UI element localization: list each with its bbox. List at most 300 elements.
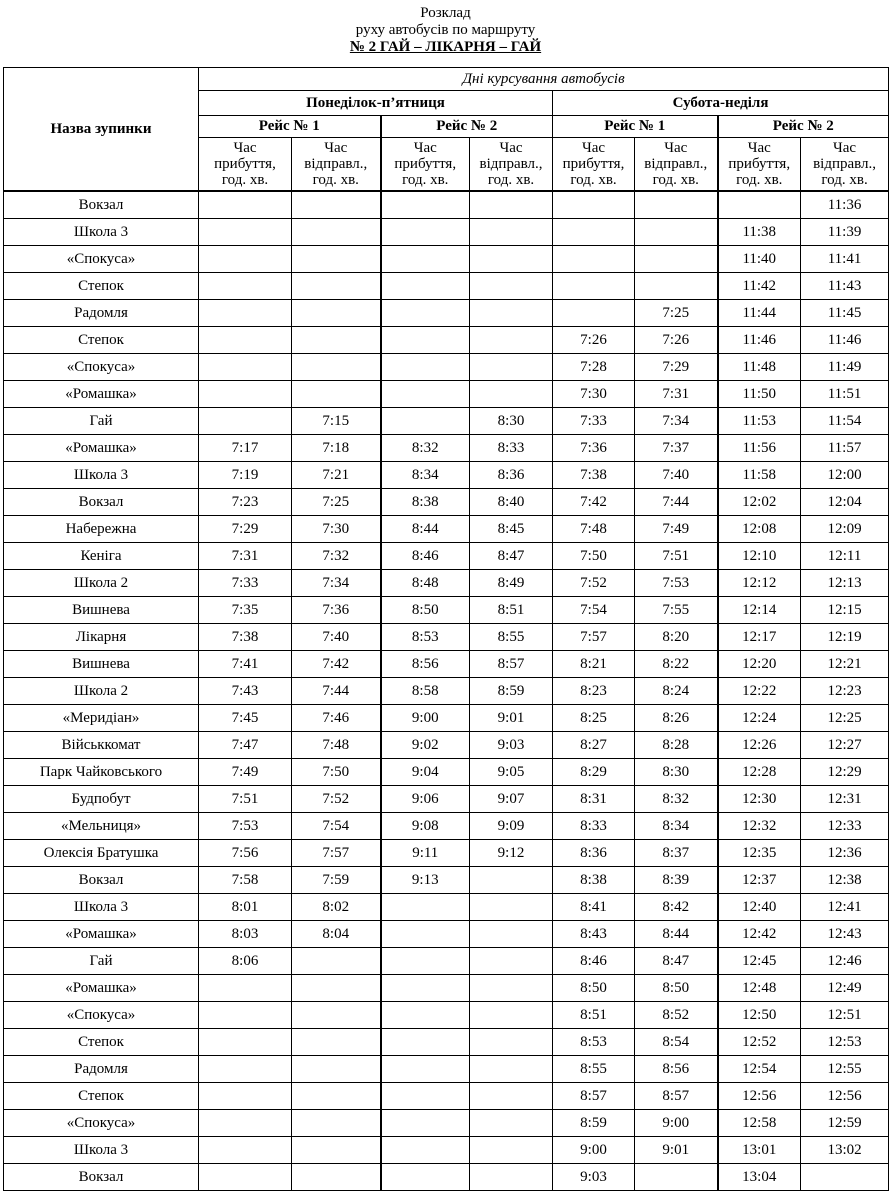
arrival-time-cell: 7:48 bbox=[553, 516, 635, 543]
departure-time-cell bbox=[470, 1110, 553, 1137]
arrival-time-cell bbox=[718, 191, 801, 219]
arrival-time-cell: 8:33 bbox=[553, 813, 635, 840]
arrival-time-cell bbox=[199, 300, 292, 327]
departure-time-cell: 8:45 bbox=[470, 516, 553, 543]
departure-time-cell bbox=[635, 246, 718, 273]
departure-time-cell bbox=[292, 1056, 381, 1083]
table-row bbox=[4, 462, 889, 489]
arrival-time-cell: 7:38 bbox=[553, 462, 635, 489]
arrival-time-cell bbox=[199, 354, 292, 381]
arrival-time-cell bbox=[381, 191, 470, 219]
departure-time-cell bbox=[635, 1164, 718, 1191]
stop-name: Степок bbox=[4, 1029, 199, 1056]
departure-time-cell: 12:04 bbox=[801, 489, 889, 516]
departure-time-cell: 8:30 bbox=[470, 408, 553, 435]
stop-name: Вокзал bbox=[4, 489, 199, 516]
arrival-time-cell: 8:21 bbox=[553, 651, 635, 678]
table-row bbox=[4, 246, 889, 273]
departure-time-cell bbox=[292, 1083, 381, 1110]
table-row bbox=[4, 543, 889, 570]
stop-name: Будпобут bbox=[4, 786, 199, 813]
departure-time-cell: 11:36 bbox=[801, 191, 889, 219]
departure-time-cell: 8:59 bbox=[470, 678, 553, 705]
arrival-time-cell bbox=[199, 219, 292, 246]
departure-time-cell bbox=[470, 327, 553, 354]
arrival-time-cell bbox=[381, 246, 470, 273]
arrival-time-cell: 7:45 bbox=[199, 705, 292, 732]
departure-time-cell: 12:46 bbox=[801, 948, 889, 975]
departure-time-cell: 7:51 bbox=[635, 543, 718, 570]
departure-time-cell: 9:12 bbox=[470, 840, 553, 867]
table-row bbox=[4, 327, 889, 354]
departure-time-cell: 7:53 bbox=[635, 570, 718, 597]
departure-time-cell: 8:30 bbox=[635, 759, 718, 786]
arrival-time-cell: 11:44 bbox=[718, 300, 801, 327]
arrival-time-cell: 9:13 bbox=[381, 867, 470, 894]
arrival-time-cell: 7:57 bbox=[553, 624, 635, 651]
header-line: відправл., bbox=[304, 156, 368, 172]
table-row bbox=[4, 813, 889, 840]
arrival-time-cell bbox=[199, 246, 292, 273]
departure-time-cell: 8:39 bbox=[635, 867, 718, 894]
arrival-time-cell: 12:12 bbox=[718, 570, 801, 597]
days-header: Дні курсування автобусів bbox=[199, 68, 889, 91]
arrival-time-cell: 9:04 bbox=[381, 759, 470, 786]
stop-name: Військкомат bbox=[4, 732, 199, 759]
departure-time-cell bbox=[470, 1056, 553, 1083]
departure-time-cell: 12:19 bbox=[801, 624, 889, 651]
departure-time-cell: 8:55 bbox=[470, 624, 553, 651]
arrival-time-cell: 12:32 bbox=[718, 813, 801, 840]
arrival-time-cell: 13:01 bbox=[718, 1137, 801, 1164]
stop-name: «Ромашка» bbox=[4, 381, 199, 408]
arrival-time-cell: 7:49 bbox=[199, 759, 292, 786]
arrival-time-cell: 12:54 bbox=[718, 1056, 801, 1083]
weekend-trip-2-header: Рейс № 2 bbox=[718, 116, 889, 138]
arrival-time-cell: 12:28 bbox=[718, 759, 801, 786]
departure-time-cell: 8:40 bbox=[470, 489, 553, 516]
arrival-time-cell: 11:50 bbox=[718, 381, 801, 408]
arrival-time-cell bbox=[199, 408, 292, 435]
arrival-time-cell: 12:30 bbox=[718, 786, 801, 813]
departure-time-cell: 8:47 bbox=[470, 543, 553, 570]
arrival-time-cell bbox=[381, 300, 470, 327]
arrival-time-cell: 9:03 bbox=[553, 1164, 635, 1191]
arrival-time-cell: 7:17 bbox=[199, 435, 292, 462]
departure-time-cell: 11:54 bbox=[801, 408, 889, 435]
arrival-time-cell: 8:58 bbox=[381, 678, 470, 705]
arrival-time-cell bbox=[199, 1110, 292, 1137]
departure-time-cell: 7:40 bbox=[292, 624, 381, 651]
departure-time-cell: 11:49 bbox=[801, 354, 889, 381]
arrival-time-cell: 12:40 bbox=[718, 894, 801, 921]
arrival-time-cell: 8:25 bbox=[553, 705, 635, 732]
departure-time-cell: 9:01 bbox=[635, 1137, 718, 1164]
arrival-time-cell bbox=[553, 300, 635, 327]
arrival-time-cell: 7:50 bbox=[553, 543, 635, 570]
table-row bbox=[4, 894, 889, 921]
table-row bbox=[4, 975, 889, 1002]
departure-time-cell: 9:09 bbox=[470, 813, 553, 840]
title-block bbox=[0, 0, 891, 55]
departure-time-cell bbox=[292, 219, 381, 246]
table-row bbox=[4, 624, 889, 651]
arrival-time-cell: 9:02 bbox=[381, 732, 470, 759]
departure-time-cell: 7:31 bbox=[635, 381, 718, 408]
departure-time-cell: 8:47 bbox=[635, 948, 718, 975]
departure-time-cell: 12:15 bbox=[801, 597, 889, 624]
departure-time-cell bbox=[635, 219, 718, 246]
arrival-time-cell: 7:29 bbox=[199, 516, 292, 543]
stop-name: Степок bbox=[4, 273, 199, 300]
departure-time-cell: 8:33 bbox=[470, 435, 553, 462]
arrival-time-cell: 8:29 bbox=[553, 759, 635, 786]
arrival-time-cell bbox=[381, 894, 470, 921]
departure-time-cell bbox=[292, 1164, 381, 1191]
header-line: год. хв. bbox=[487, 172, 535, 188]
arrival-time-cell: 9:00 bbox=[381, 705, 470, 732]
departure-time-cell: 12:55 bbox=[801, 1056, 889, 1083]
departure-time-cell bbox=[470, 1137, 553, 1164]
departure-time-cell: 12:51 bbox=[801, 1002, 889, 1029]
table-row bbox=[4, 219, 889, 246]
weekdays-header: Понеділок-п’ятниця bbox=[199, 91, 553, 116]
arrival-time-cell: 12:02 bbox=[718, 489, 801, 516]
arrival-time-cell: 7:38 bbox=[199, 624, 292, 651]
header-line: Час bbox=[324, 140, 348, 156]
departure-time-cell: 7:52 bbox=[292, 786, 381, 813]
arrival-time-cell: 7:31 bbox=[199, 543, 292, 570]
arrival-time-cell: 7:19 bbox=[199, 462, 292, 489]
arrival-time-cell bbox=[199, 191, 292, 219]
departure-time-cell bbox=[801, 1164, 889, 1191]
arrival-time-cell: 12:56 bbox=[718, 1083, 801, 1110]
arrival-time-cell bbox=[199, 327, 292, 354]
stop-name: Лікарня bbox=[4, 624, 199, 651]
header-line: Час bbox=[413, 140, 437, 156]
departure-time-cell: 7:21 bbox=[292, 462, 381, 489]
arrival-time-cell bbox=[381, 921, 470, 948]
arrival-time-cell: 9:08 bbox=[381, 813, 470, 840]
arrival-time-cell: 7:51 bbox=[199, 786, 292, 813]
arrival-time-cell: 9:06 bbox=[381, 786, 470, 813]
stop-name: Школа 3 bbox=[4, 1137, 199, 1164]
arrival-time-cell: 7:42 bbox=[553, 489, 635, 516]
arrival-time-cell: 8:43 bbox=[553, 921, 635, 948]
arrival-time-cell bbox=[381, 1029, 470, 1056]
arrival-time-cell: 7:33 bbox=[553, 408, 635, 435]
departure-time-cell: 12:09 bbox=[801, 516, 889, 543]
arrival-time-cell: 7:28 bbox=[553, 354, 635, 381]
arrival-time-cell: 8:31 bbox=[553, 786, 635, 813]
arrival-time-cell: 12:14 bbox=[718, 597, 801, 624]
table-row bbox=[4, 840, 889, 867]
departure-time-cell: 11:46 bbox=[801, 327, 889, 354]
departure-time-cell: 7:26 bbox=[635, 327, 718, 354]
table-row bbox=[4, 516, 889, 543]
header-line: Час bbox=[233, 140, 257, 156]
departure-time-cell bbox=[470, 948, 553, 975]
arrival-time-cell: 11:53 bbox=[718, 408, 801, 435]
arrival-time-cell: 7:58 bbox=[199, 867, 292, 894]
header-line: год. хв. bbox=[221, 172, 269, 188]
arrival-time-header bbox=[718, 138, 801, 192]
arrival-time-cell: 8:50 bbox=[553, 975, 635, 1002]
departure-time-cell bbox=[292, 1110, 381, 1137]
arrival-time-cell: 8:44 bbox=[381, 516, 470, 543]
departure-time-cell bbox=[470, 191, 553, 219]
header-line: Час bbox=[499, 140, 523, 156]
stop-name: Степок bbox=[4, 327, 199, 354]
stop-name: Школа 2 bbox=[4, 570, 199, 597]
departure-time-cell bbox=[470, 219, 553, 246]
departure-time-cell: 8:34 bbox=[635, 813, 718, 840]
arrival-time-cell: 8:50 bbox=[381, 597, 470, 624]
departure-time-cell: 7:49 bbox=[635, 516, 718, 543]
departure-time-cell: 7:34 bbox=[635, 408, 718, 435]
arrival-time-cell: 12:52 bbox=[718, 1029, 801, 1056]
table-row bbox=[4, 570, 889, 597]
departure-time-cell: 12:21 bbox=[801, 651, 889, 678]
arrival-time-cell: 12:24 bbox=[718, 705, 801, 732]
departure-time-cell: 7:42 bbox=[292, 651, 381, 678]
departure-time-header bbox=[470, 138, 553, 192]
arrival-time-cell: 8:57 bbox=[553, 1083, 635, 1110]
arrival-time-cell bbox=[199, 1164, 292, 1191]
arrival-time-cell bbox=[381, 975, 470, 1002]
arrival-time-cell: 8:03 bbox=[199, 921, 292, 948]
table-row bbox=[4, 300, 889, 327]
table-row bbox=[4, 489, 889, 516]
arrival-time-cell: 12:48 bbox=[718, 975, 801, 1002]
departure-time-cell bbox=[470, 354, 553, 381]
arrival-time-cell: 12:45 bbox=[718, 948, 801, 975]
departure-time-cell bbox=[470, 300, 553, 327]
departure-time-cell: 11:57 bbox=[801, 435, 889, 462]
weekend-header: Субота-неділя bbox=[553, 91, 889, 116]
arrival-time-cell bbox=[199, 1056, 292, 1083]
arrival-time-cell: 7:41 bbox=[199, 651, 292, 678]
arrival-time-cell: 8:32 bbox=[381, 435, 470, 462]
arrival-time-cell: 9:00 bbox=[553, 1137, 635, 1164]
arrival-time-cell: 7:43 bbox=[199, 678, 292, 705]
departure-time-cell: 7:25 bbox=[292, 489, 381, 516]
arrival-time-cell: 11:48 bbox=[718, 354, 801, 381]
stop-name: Степок bbox=[4, 1083, 199, 1110]
header-line: відправл., bbox=[813, 156, 877, 172]
stop-name: «Спокуса» bbox=[4, 1002, 199, 1029]
departure-time-cell: 12:49 bbox=[801, 975, 889, 1002]
weekday-trip-2-header: Рейс № 2 bbox=[381, 116, 553, 138]
arrival-time-cell bbox=[199, 975, 292, 1002]
stop-name: Олексія Братушка bbox=[4, 840, 199, 867]
stop-name: «Ромашка» bbox=[4, 921, 199, 948]
arrival-time-cell bbox=[381, 1002, 470, 1029]
stop-name: Школа 3 bbox=[4, 462, 199, 489]
arrival-time-cell: 12:17 bbox=[718, 624, 801, 651]
arrival-time-cell: 8:48 bbox=[381, 570, 470, 597]
departure-time-cell: 12:53 bbox=[801, 1029, 889, 1056]
table-row bbox=[4, 651, 889, 678]
departure-time-cell bbox=[292, 246, 381, 273]
table-row bbox=[4, 1110, 889, 1137]
arrival-time-cell bbox=[199, 381, 292, 408]
departure-time-cell: 7:44 bbox=[635, 489, 718, 516]
departure-time-cell: 8:37 bbox=[635, 840, 718, 867]
table-row bbox=[4, 1029, 889, 1056]
table-row bbox=[4, 597, 889, 624]
arrival-time-header bbox=[199, 138, 292, 192]
stop-name: Радомля bbox=[4, 1056, 199, 1083]
header-line: прибуття, bbox=[394, 156, 457, 172]
arrival-time-cell: 12:35 bbox=[718, 840, 801, 867]
stop-name: Парк Чайковського bbox=[4, 759, 199, 786]
stop-name: Вишнева bbox=[4, 597, 199, 624]
departure-time-cell bbox=[292, 381, 381, 408]
arrival-time-cell: 7:54 bbox=[553, 597, 635, 624]
departure-time-cell bbox=[292, 1137, 381, 1164]
departure-time-cell: 7:40 bbox=[635, 462, 718, 489]
arrival-time-cell: 12:20 bbox=[718, 651, 801, 678]
arrival-time-cell: 11:38 bbox=[718, 219, 801, 246]
departure-time-cell: 9:07 bbox=[470, 786, 553, 813]
departure-time-cell: 8:26 bbox=[635, 705, 718, 732]
arrival-time-cell: 9:11 bbox=[381, 840, 470, 867]
departure-time-cell: 12:38 bbox=[801, 867, 889, 894]
departure-time-cell: 7:36 bbox=[292, 597, 381, 624]
stop-name: Гай bbox=[4, 408, 199, 435]
stop-name: Радомля bbox=[4, 300, 199, 327]
arrival-time-cell bbox=[381, 1164, 470, 1191]
arrival-time-cell: 7:52 bbox=[553, 570, 635, 597]
departure-time-cell: 9:03 bbox=[470, 732, 553, 759]
departure-time-cell: 8:20 bbox=[635, 624, 718, 651]
departure-time-cell: 8:04 bbox=[292, 921, 381, 948]
departure-time-cell: 13:02 bbox=[801, 1137, 889, 1164]
arrival-time-cell bbox=[381, 1056, 470, 1083]
arrival-time-cell: 11:56 bbox=[718, 435, 801, 462]
header-line: відправл., bbox=[644, 156, 708, 172]
table-row bbox=[4, 191, 889, 219]
departure-time-cell: 7:34 bbox=[292, 570, 381, 597]
title-line-1: Розклад bbox=[420, 5, 471, 21]
departure-time-cell: 7:32 bbox=[292, 543, 381, 570]
header-line: Час bbox=[664, 140, 688, 156]
departure-time-cell: 11:45 bbox=[801, 300, 889, 327]
arrival-time-cell: 8:53 bbox=[381, 624, 470, 651]
departure-time-cell: 11:51 bbox=[801, 381, 889, 408]
schedule-body bbox=[4, 191, 889, 1191]
arrival-time-cell: 7:53 bbox=[199, 813, 292, 840]
departure-time-cell bbox=[470, 1002, 553, 1029]
departure-time-cell: 12:25 bbox=[801, 705, 889, 732]
departure-time-cell: 8:52 bbox=[635, 1002, 718, 1029]
departure-time-cell bbox=[292, 975, 381, 1002]
departure-time-cell bbox=[292, 354, 381, 381]
arrival-time-cell bbox=[381, 273, 470, 300]
departure-time-header bbox=[801, 138, 889, 192]
departure-time-cell bbox=[292, 327, 381, 354]
arrival-time-cell: 7:26 bbox=[553, 327, 635, 354]
header-line: Час bbox=[833, 140, 857, 156]
departure-time-cell: 7:15 bbox=[292, 408, 381, 435]
arrival-time-cell bbox=[199, 273, 292, 300]
departure-time-cell: 8:44 bbox=[635, 921, 718, 948]
arrival-time-cell: 8:36 bbox=[553, 840, 635, 867]
stop-name: Школа 2 bbox=[4, 678, 199, 705]
departure-time-cell: 12:59 bbox=[801, 1110, 889, 1137]
stop-name: Набережна bbox=[4, 516, 199, 543]
stop-name: «Спокуса» bbox=[4, 1110, 199, 1137]
table-row bbox=[4, 1083, 889, 1110]
arrival-time-cell: 12:50 bbox=[718, 1002, 801, 1029]
weekday-trip-1-header: Рейс № 1 bbox=[199, 116, 381, 138]
arrival-time-cell bbox=[381, 381, 470, 408]
departure-time-cell: 11:41 bbox=[801, 246, 889, 273]
arrival-time-header bbox=[381, 138, 470, 192]
departure-time-cell: 8:49 bbox=[470, 570, 553, 597]
arrival-time-cell: 8:23 bbox=[553, 678, 635, 705]
departure-time-cell bbox=[470, 381, 553, 408]
departure-time-cell bbox=[470, 867, 553, 894]
arrival-time-cell bbox=[381, 948, 470, 975]
departure-time-cell: 8:56 bbox=[635, 1056, 718, 1083]
stop-name-header: Назва зупинки bbox=[4, 68, 199, 192]
arrival-time-cell bbox=[381, 1110, 470, 1137]
stop-name: «Мельниця» bbox=[4, 813, 199, 840]
departure-time-cell: 12:00 bbox=[801, 462, 889, 489]
arrival-time-cell bbox=[199, 1137, 292, 1164]
departure-time-cell bbox=[470, 921, 553, 948]
departure-time-cell: 12:33 bbox=[801, 813, 889, 840]
arrival-time-cell: 12:58 bbox=[718, 1110, 801, 1137]
header-line: Час bbox=[747, 140, 771, 156]
table-row bbox=[4, 786, 889, 813]
arrival-time-cell bbox=[381, 1083, 470, 1110]
arrival-time-cell: 7:35 bbox=[199, 597, 292, 624]
stop-name: Гай bbox=[4, 948, 199, 975]
arrival-time-cell: 7:30 bbox=[553, 381, 635, 408]
arrival-time-cell: 8:46 bbox=[381, 543, 470, 570]
header-line: прибуття, bbox=[562, 156, 625, 172]
departure-time-header bbox=[292, 138, 381, 192]
arrival-time-cell: 8:06 bbox=[199, 948, 292, 975]
departure-time-cell: 7:25 bbox=[635, 300, 718, 327]
departure-time-cell: 12:31 bbox=[801, 786, 889, 813]
departure-time-cell: 12:13 bbox=[801, 570, 889, 597]
table-row bbox=[4, 1164, 889, 1191]
departure-time-cell: 7:50 bbox=[292, 759, 381, 786]
schedule-table bbox=[3, 67, 889, 1191]
arrival-time-header bbox=[553, 138, 635, 192]
stop-name: «Спокуса» bbox=[4, 354, 199, 381]
arrival-time-cell bbox=[381, 408, 470, 435]
table-row bbox=[4, 705, 889, 732]
departure-time-cell: 8:36 bbox=[470, 462, 553, 489]
stop-name: Вокзал bbox=[4, 1164, 199, 1191]
stop-name: «Спокуса» bbox=[4, 246, 199, 273]
departure-time-cell: 12:11 bbox=[801, 543, 889, 570]
departure-time-cell bbox=[292, 300, 381, 327]
stop-name: Школа 3 bbox=[4, 219, 199, 246]
arrival-time-cell: 8:51 bbox=[553, 1002, 635, 1029]
departure-time-cell bbox=[635, 273, 718, 300]
arrival-time-cell: 8:55 bbox=[553, 1056, 635, 1083]
arrival-time-cell bbox=[381, 1137, 470, 1164]
header-line: прибуття, bbox=[728, 156, 791, 172]
arrival-time-cell: 8:34 bbox=[381, 462, 470, 489]
header-line: прибуття, bbox=[214, 156, 276, 172]
